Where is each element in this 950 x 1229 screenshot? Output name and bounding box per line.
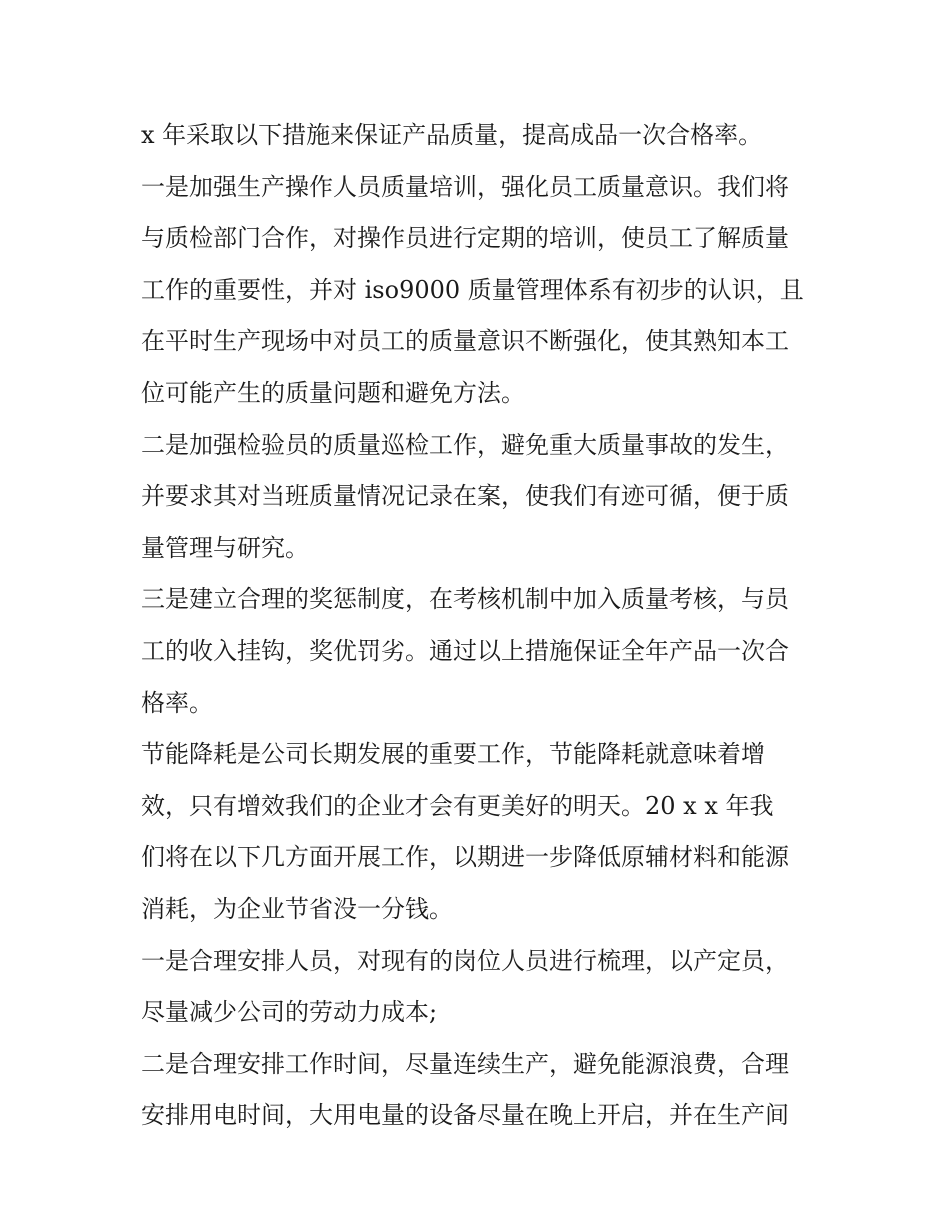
- text-line: 节能降耗是公司长期发展的重要工作，节能降耗就意味着增: [141, 740, 765, 769]
- text-line: 们将在以下几方面开展工作，以期进一步降低原辅材料和能源: [141, 843, 789, 872]
- text-line: 尽量减少公司的劳动力成本;: [141, 998, 438, 1027]
- text-line: 消耗，为企业节省没一分钱。: [141, 894, 453, 923]
- text-line: 安排用电时间，大用电量的设备尽量在晚上开启，并在生产间: [141, 1101, 789, 1130]
- text-line: 效，只有增效我们的企业才会有更美好的明天。20 x x 年我: [141, 791, 774, 820]
- text-line: 工作的重要性，并对 iso9000 质量管理体系有初步的认识，且: [141, 275, 804, 304]
- text-line: 一是加强生产操作人员质量培训，强化员工质量意识。我们将: [141, 172, 789, 201]
- text-line: 三是建立合理的奖惩制度，在考核机制中加入质量考核，与员: [141, 585, 789, 614]
- text-line: 位可能产生的质量问题和避免方法。: [141, 378, 525, 407]
- text-line: 并要求其对当班质量情况记录在案，使我们有迹可循，便于质: [141, 482, 789, 511]
- text-line: 与质检部门合作，对操作员进行定期的培训，使员工了解质量: [141, 224, 789, 253]
- body-text: [141, 110, 821, 1142]
- text-line: 一是合理安排人员，对现有的岗位人员进行梳理，以产定员，: [141, 946, 789, 975]
- text-line: 量管理与研究。: [141, 533, 309, 562]
- text-line: x 年采取以下措施来保证产品质量，提高成品一次合格率。: [141, 121, 763, 149]
- text-line: 工的收入挂钩，奖优罚劣。通过以上措施保证全年产品一次合: [141, 636, 789, 665]
- text-line: 格率。: [141, 688, 213, 717]
- text-line: 在平时生产现场中对员工的质量意识不断强化，使其熟知本工: [141, 327, 789, 356]
- text-line: 二是合理安排工作时间，尽量连续生产，避免能源浪费，合理: [141, 1049, 789, 1078]
- text-line: 二是加强检验员的质量巡检工作，避免重大质量事故的发生，: [141, 430, 789, 459]
